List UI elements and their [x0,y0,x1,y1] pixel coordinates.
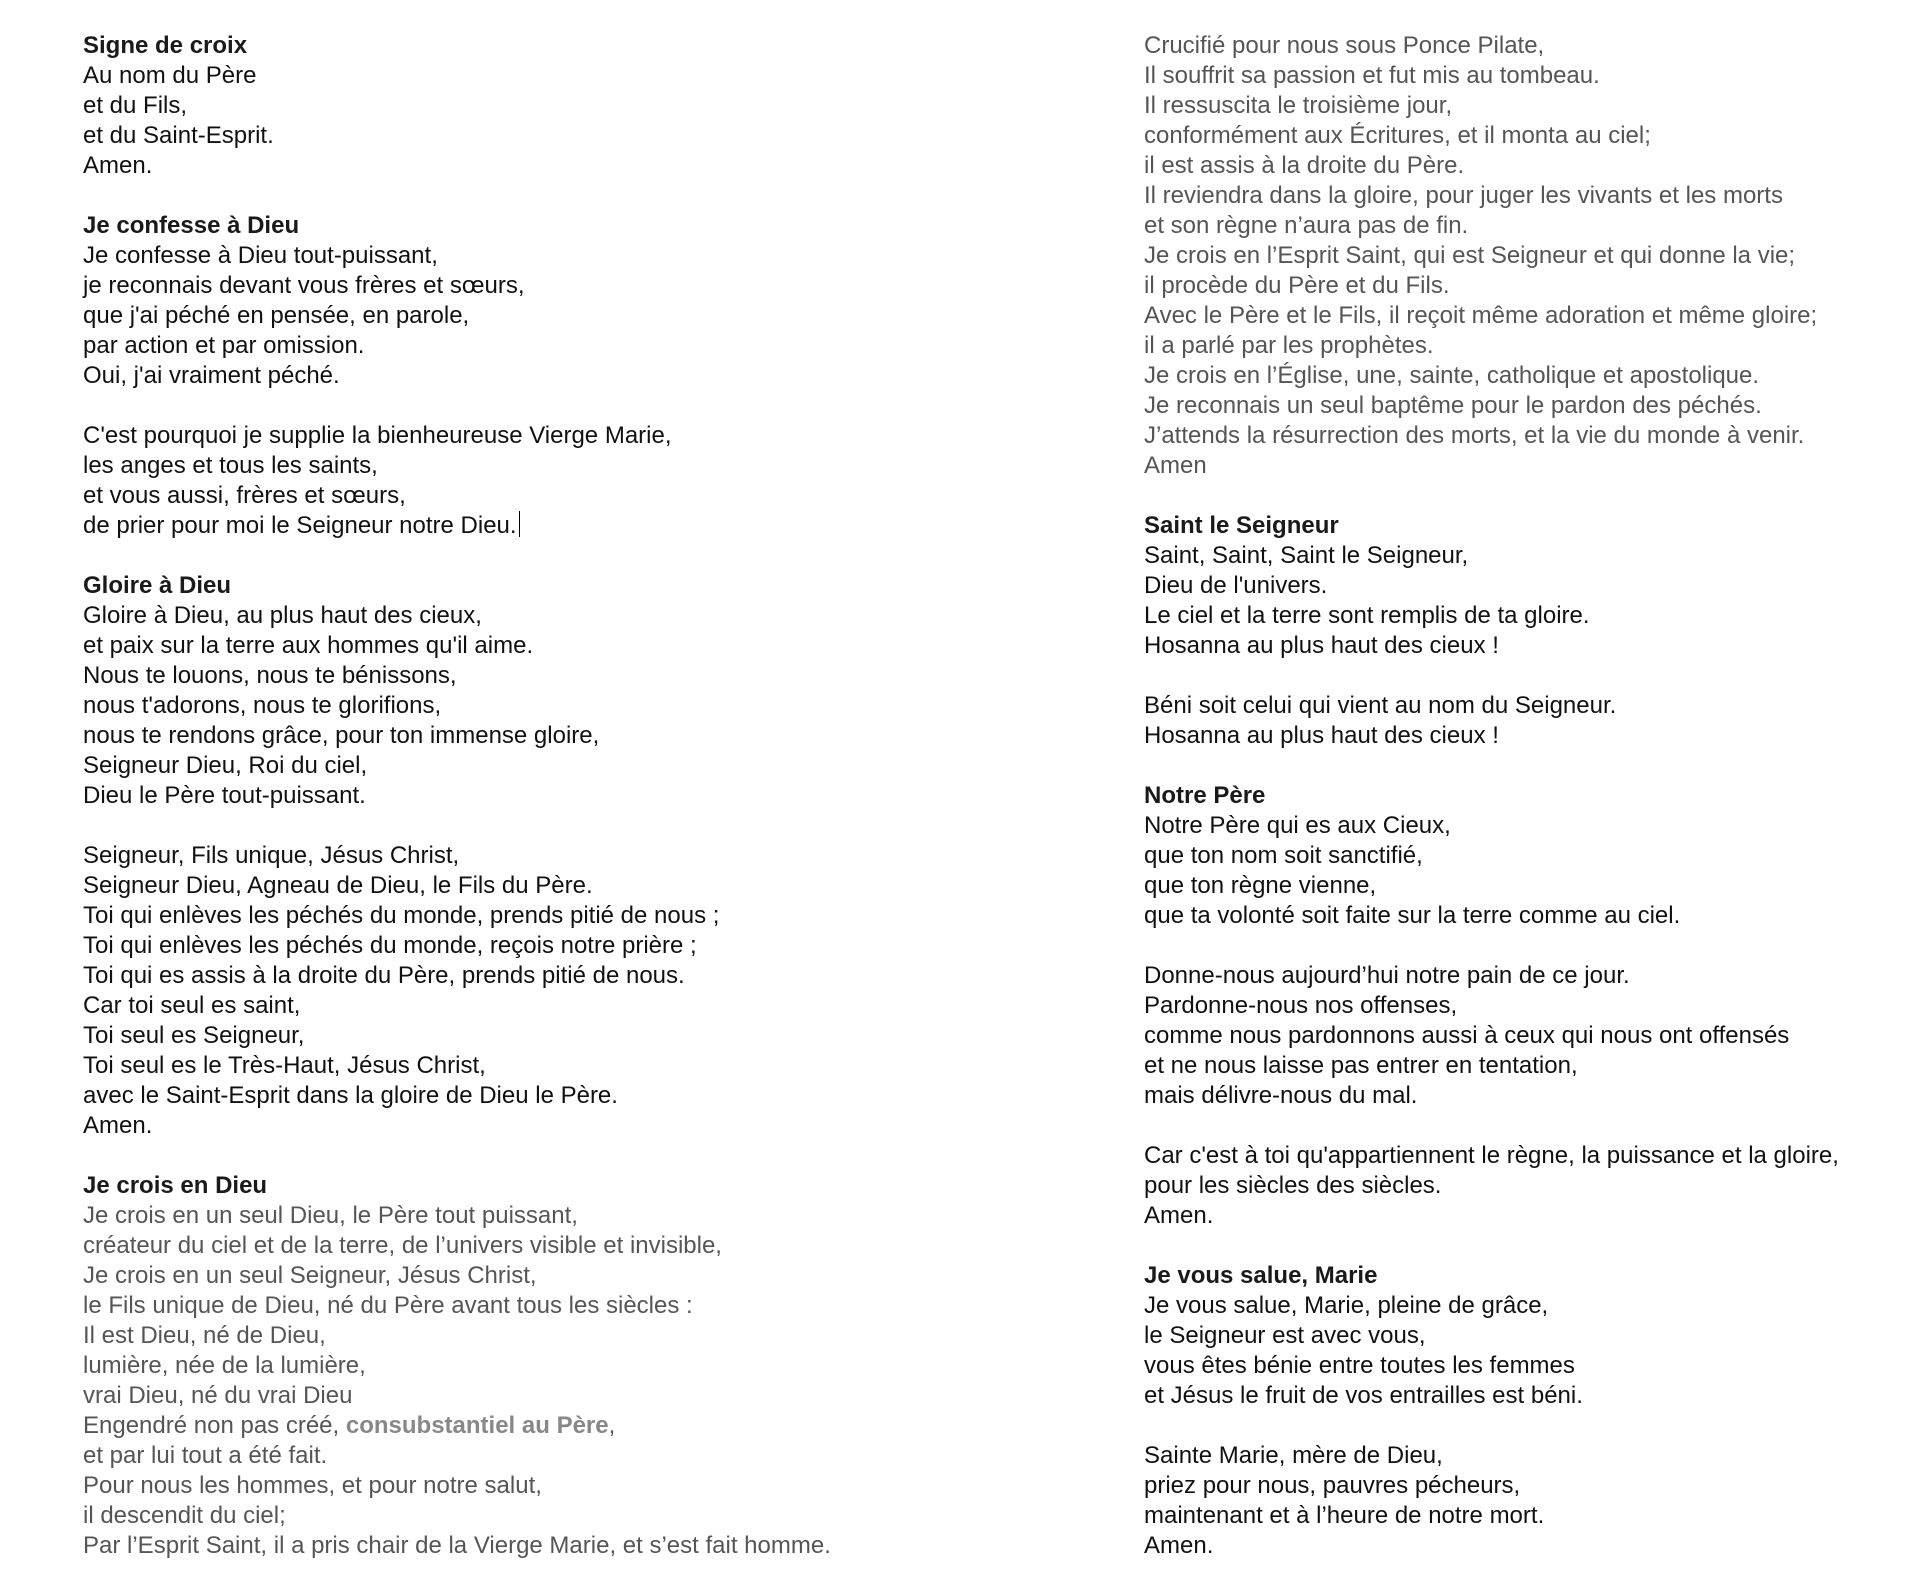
emphasized-text: consubstantiel au Père [345,1412,609,1439]
prayer-title: Je vous salue, Marie [1144,1262,1378,1289]
stanza [1144,691,1914,751]
stanza [1144,1291,1914,1411]
text-line: Dieu de l'univers. [1144,572,1328,599]
text-line: je reconnais devant vous frères et sœurs, [83,272,525,299]
prayer-section-gloire-a-dieu [83,571,1083,1141]
prayer-title: Gloire à Dieu [83,572,232,599]
text-line: nous te rendons grâce, pour ton immense gloire, [83,722,600,749]
text-line: Je vous salue, Marie, pleine de grâce, [1144,1292,1549,1319]
text-line: Hosanna au plus haut des cieux ! [1144,632,1499,659]
prayer-section-je-crois-en-dieu [83,1171,1083,1561]
prayer-title: Signe de croix [83,32,248,59]
text-line: Gloire à Dieu, au plus haut des cieux, [83,602,482,629]
text-line: Il ressuscita le troisième jour, [1144,92,1453,119]
text-line: Car toi seul es saint, [83,992,301,1019]
text-line: Toi seul es Seigneur, [83,1022,305,1049]
text-line: il a parlé par les prophètes. [1144,332,1434,359]
text-line: Au nom du Père [83,62,257,89]
text-line: Dieu le Père tout-puissant. [83,782,366,809]
text-line: Sainte Marie, mère de Dieu, [1144,1442,1443,1469]
text-line: priez pour nous, pauvres pécheurs, [1144,1472,1521,1499]
prayer-title: Je confesse à Dieu [83,212,300,239]
text-line: et son règne n’aura pas de fin. [1144,212,1469,239]
text-line: que ta volonté soit faite sur la terre comme au ciel. [1144,902,1681,929]
text-line: Donne-nous aujourd’hui notre pain de ce jour. [1144,962,1630,989]
text-line: Par l’Esprit Saint, il a pris chair de la Vierge Marie, et s’est fait homme. [83,1532,831,1559]
text-line: Car c'est à toi qu'appartiennent le règne, la puissance et la gloire, [1144,1142,1839,1169]
text-line: Crucifié pour nous sous Ponce Pilate, [1144,32,1545,59]
text-line: Pardonne-nous nos offenses, [1144,992,1458,1019]
text-line: créateur du ciel et de la terre, de l’univers visible et invisible, [83,1232,722,1259]
prayer-section-signe-de-croix [83,31,1083,181]
text-line: et du Fils, [83,92,188,119]
stanza [1144,961,1914,1111]
stanza [1144,1441,1914,1561]
text-line: il procède du Père et du Fils. [1144,272,1450,299]
text-line: Seigneur, Fils unique, Jésus Christ, [83,842,460,869]
text-line: les anges et tous les saints, [83,452,378,479]
text-line: Saint, Saint, Saint le Seigneur, [1144,542,1469,569]
prayer-section-saint-le-seigneur [1144,511,1914,751]
text-line: de prier pour moi le Seigneur notre Dieu. [83,511,1083,541]
text-line: Seigneur Dieu, Roi du ciel, [83,752,368,779]
text-line: C'est pourquoi je supplie la bienheureuse Vierge Marie, [83,422,672,449]
text-line: Il est Dieu, né de Dieu, [83,1322,326,1349]
stanza [83,601,1083,811]
text-line: Toi seul es le Très-Haut, Jésus Christ, [83,1052,486,1079]
text-line: Hosanna au plus haut des cieux ! [1144,722,1499,749]
text-line: Notre Père qui es aux Cieux, [1144,812,1451,839]
text-line: Amen. [1144,1532,1214,1559]
text-line: Seigneur Dieu, Agneau de Dieu, le Fils du Père. [83,872,593,899]
text-line: que j'ai péché en pensée, en parole, [83,302,470,329]
stanza [83,841,1083,1141]
text-line: Je crois en un seul Dieu, le Père tout puissant, [83,1202,578,1229]
text-line: J’attends la résurrection des morts, et la vie du monde à venir. [1144,422,1805,449]
text-line: Toi qui es assis à la droite du Père, prends pitié de nous. [83,962,685,989]
text-line: Amen. [83,152,153,179]
prayer-section-je-confesse-a-dieu [83,211,1083,541]
text-line: Béni soit celui qui vient au nom du Seigneur. [1144,692,1617,719]
text-line: et ne nous laisse pas entrer en tentation, [1144,1052,1578,1079]
text-line: que ton nom soit sanctifié, [1144,842,1423,869]
text-line: Toi qui enlèves les péchés du monde, prends pitié de nous ; [83,902,720,929]
stanza [1144,811,1914,931]
text-line: avec le Saint-Esprit dans la gloire de Dieu le Père. [83,1082,618,1109]
stanza [83,61,1083,181]
text-line: par action et par omission. [83,332,365,359]
text-line: maintenant et à l’heure de notre mort. [1144,1502,1545,1529]
text-line: Il souffrit sa passion et fut mis au tombeau. [1144,62,1600,89]
right-column [1144,31,1914,1591]
stanza [1144,31,1914,481]
text-line: que ton règne vienne, [1144,872,1377,899]
text-line: nous t'adorons, nous te glorifions, [83,692,442,719]
stanza [1144,1141,1914,1231]
text-line: Je crois en un seul Seigneur, Jésus Christ, [83,1262,537,1289]
prayer-title: Saint le Seigneur [1144,512,1339,539]
text-line: le Seigneur est avec vous, [1144,1322,1426,1349]
text-line: Je reconnais un seul baptême pour le pardon des péchés. [1144,392,1762,419]
text-line: Je crois en l’Esprit Saint, qui est Seigneur et qui donne la vie; [1144,242,1796,269]
text-line: le Fils unique de Dieu, né du Père avant tous les siècles : [83,1292,693,1319]
prayer-section-je-vous-salue-marie [1144,1261,1914,1561]
text-line: et vous aussi, frères et sœurs, [83,482,406,509]
text-line: et par lui tout a été fait. [83,1442,328,1469]
text-line: conformément aux Écritures, et il monta au ciel; [1144,122,1651,149]
text-line: Je confesse à Dieu tout-puissant, [83,242,438,269]
text-line: il descendit du ciel; [83,1502,286,1529]
text-line: vous êtes bénie entre toutes les femmes [1144,1352,1575,1379]
text-line: Amen. [1144,1202,1214,1229]
text-line: Nous te louons, nous te bénissons, [83,662,457,689]
text-line: Oui, j'ai vraiment péché. [83,362,340,389]
prayer-section-continued [1144,31,1914,481]
stanza [83,421,1083,541]
stanza [83,241,1083,391]
text-line: vrai Dieu, né du vrai Dieu [83,1382,353,1409]
text-line: Amen [1144,452,1207,479]
text-line: Avec le Père et le Fils, il reçoit même adoration et même gloire; [1144,302,1818,329]
stanza [1144,541,1914,661]
prayer-section-notre-pere [1144,781,1914,1231]
text-line: comme nous pardonnons aussi à ceux qui nous ont offensés [1144,1022,1790,1049]
left-column [83,31,1083,1591]
text-line: mais délivre-nous du mal. [1144,1082,1418,1109]
stanza [83,1201,1083,1561]
prayer-title: Notre Père [1144,782,1266,809]
text-line: Il reviendra dans la gloire, pour juger les vivants et les morts [1144,182,1783,209]
text-line: Le ciel et la terre sont remplis de ta gloire. [1144,602,1590,629]
text-line: Amen. [83,1112,153,1139]
text-line: et paix sur la terre aux hommes qu'il aime. [83,632,534,659]
text-line: Toi qui enlèves les péchés du monde, reçois notre prière ; [83,932,697,959]
text-line: et Jésus le fruit de vos entrailles est béni. [1144,1382,1583,1409]
text-line: Je crois en l’Église, une, sainte, catholique et apostolique. [1144,362,1760,389]
text-line: il est assis à la droite du Père. [1144,152,1465,179]
text-line: pour les siècles des siècles. [1144,1172,1442,1199]
text-line: et du Saint-Esprit. [83,122,274,149]
text-cursor [519,511,520,537]
prayer-title: Je crois en Dieu [83,1172,268,1199]
text-line: Engendré non pas créé, consubstantiel au Père, [83,1412,616,1439]
text-line: Pour nous les hommes, et pour notre salut, [83,1472,542,1499]
text-line: lumière, née de la lumière, [83,1352,366,1379]
